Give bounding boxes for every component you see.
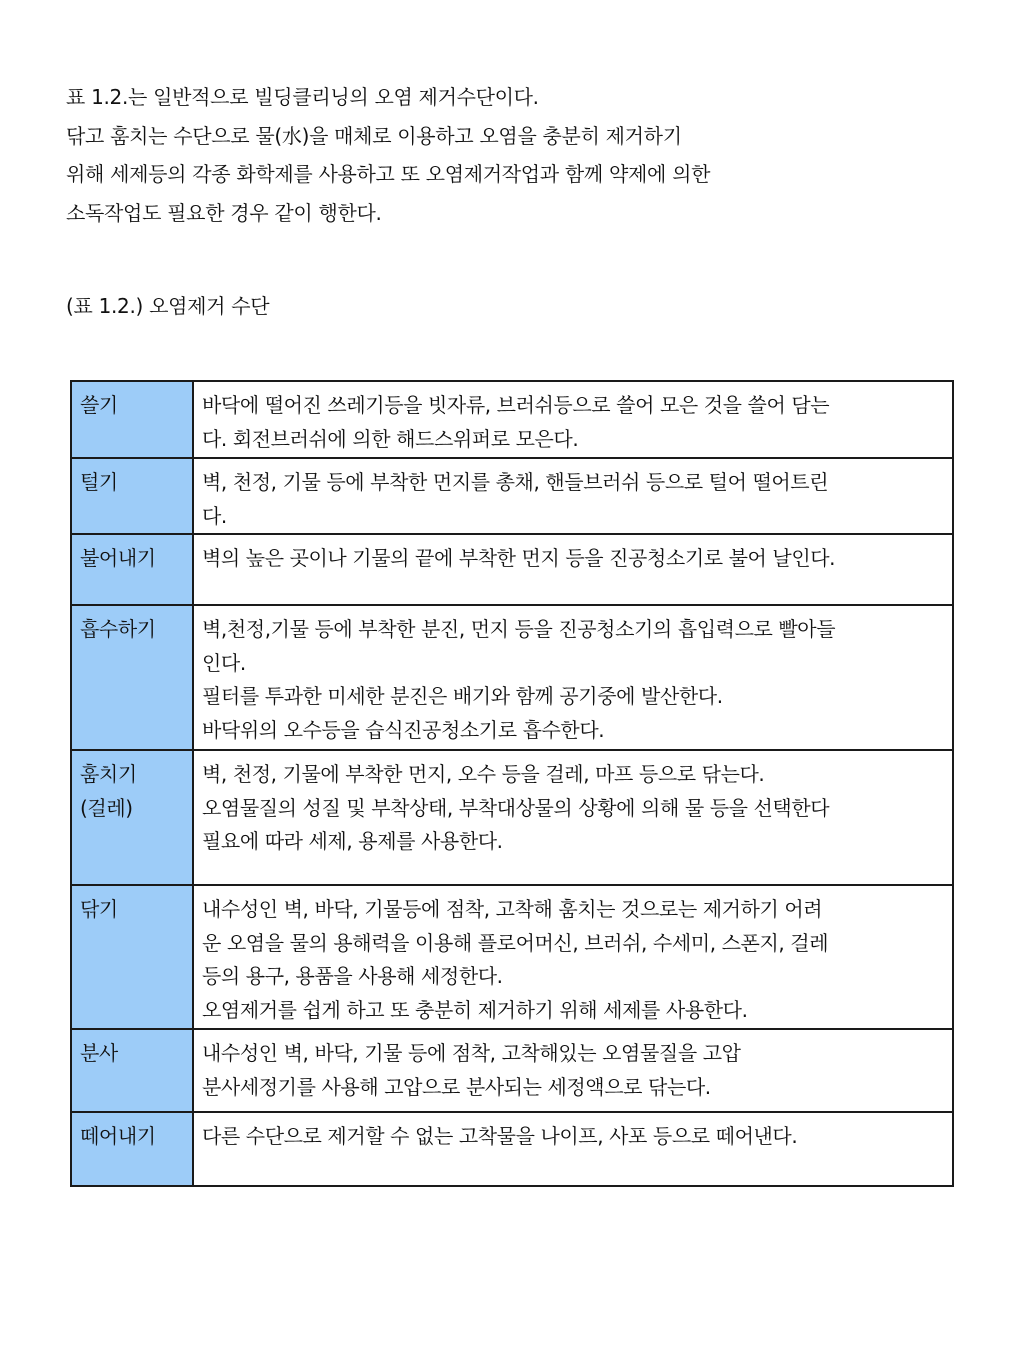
description-line: 등의 용구, 용품을 사용해 세정한다. bbox=[202, 964, 503, 988]
description-line: 벽, 천정, 기물에 부착한 먼지, 오수 등을 걸레, 마프 등으로 닦는다. bbox=[202, 762, 765, 786]
method-label: 쓸기 bbox=[71, 381, 193, 458]
intro-line: 닦고 훔치는 수단으로 물(水)을 매체로 이용하고 오염을 충분히 제거하기 bbox=[66, 123, 682, 148]
intro-paragraph bbox=[66, 78, 966, 232]
table-row bbox=[71, 605, 953, 750]
description-line: 필터를 투과한 미세한 분진은 배기와 함께 공기중에 발산한다. bbox=[202, 684, 723, 708]
description-line: 분사세정기를 사용해 고압으로 분사되는 세정액으로 닦는다. bbox=[202, 1074, 711, 1099]
method-label: 훔치기 (걸레) bbox=[71, 750, 193, 885]
method-label: 닦기 bbox=[71, 885, 193, 1029]
method-description bbox=[193, 1112, 953, 1186]
method-description bbox=[193, 534, 953, 605]
method-label: 떼어내기 bbox=[71, 1112, 193, 1186]
table-caption: (표 1.2.) 오염제거 수단 bbox=[66, 294, 270, 318]
cleaning-methods-table bbox=[70, 380, 954, 1187]
description-line: 필요에 따라 세제, 용제를 사용한다. bbox=[202, 829, 503, 853]
method-label: 털기 bbox=[71, 458, 193, 534]
description-line: 벽,천정,기물 등에 부착한 분진, 먼지 등을 진공청소기의 흡입력으로 빨아들 bbox=[202, 617, 836, 641]
method-label: 분사 bbox=[71, 1029, 193, 1112]
description-line: 다. 회전브러쉬에 의한 해드스위퍼로 모은다. bbox=[202, 426, 579, 451]
description-line: 다. bbox=[202, 503, 227, 528]
method-description bbox=[193, 885, 953, 1029]
description-line: 오염물질의 성질 및 부착상태, 부착대상물의 상황에 의해 물 등을 선택한다 bbox=[202, 795, 830, 820]
table-row bbox=[71, 534, 953, 605]
description-line: 내수성인 벽, 바닥, 기물 등에 점착, 고착해있는 오염물질을 고압 bbox=[202, 1041, 741, 1065]
description-line: 운 오염을 물의 용해력을 이용해 플로어머신, 브러쉬, 수세미, 스폰지, 걸레 bbox=[202, 930, 829, 955]
table-row bbox=[71, 1029, 953, 1112]
description-line: 바닥위의 오수등을 습식진공청소기로 흡수한다. bbox=[202, 717, 605, 742]
table-row bbox=[71, 1112, 953, 1186]
description-line: 다른 수단으로 제거할 수 없는 고착물을 나이프, 사포 등으로 떼어낸다. bbox=[202, 1124, 798, 1148]
method-description bbox=[193, 458, 953, 534]
description-line: 내수성인 벽, 바닥, 기물등에 점착, 고착해 훔치는 것으로는 제거하기 어려 bbox=[202, 897, 823, 921]
method-description bbox=[193, 750, 953, 885]
table-row bbox=[71, 458, 953, 534]
method-label: 흡수하기 bbox=[71, 605, 193, 750]
table-row bbox=[71, 750, 953, 885]
description-line: 벽, 천정, 기물 등에 부착한 먼지를 총채, 핸들브러쉬 등으로 털어 떨어트린 bbox=[202, 470, 829, 494]
table-row bbox=[71, 885, 953, 1029]
method-description bbox=[193, 381, 953, 458]
intro-line: 위해 세제등의 각종 화학제를 사용하고 또 오염제거작업과 함께 약제에 의한 bbox=[66, 162, 711, 186]
description-line: 벽의 높은 곳이나 기물의 끝에 부착한 먼지 등을 진공청소기로 불어 날인다. bbox=[202, 546, 836, 570]
method-label: 불어내기 bbox=[71, 534, 193, 605]
description-line: 바닥에 떨어진 쓰레기등을 빗자류, 브러쉬등으로 쓸어 모은 것을 쓸어 담는 bbox=[202, 393, 830, 417]
method-description bbox=[193, 605, 953, 750]
method-description bbox=[193, 1029, 953, 1112]
table-row bbox=[71, 381, 953, 458]
description-line: 오염제거를 쉽게 하고 또 충분히 제거하기 위해 세제를 사용한다. bbox=[202, 997, 748, 1022]
intro-line: 표 1.2.는 일반적으로 빌딩클리닝의 오염 제거수단이다. bbox=[66, 85, 539, 109]
description-line: 인다. bbox=[202, 650, 246, 675]
intro-line: 소독작업도 필요한 경우 같이 행한다. bbox=[66, 200, 382, 225]
